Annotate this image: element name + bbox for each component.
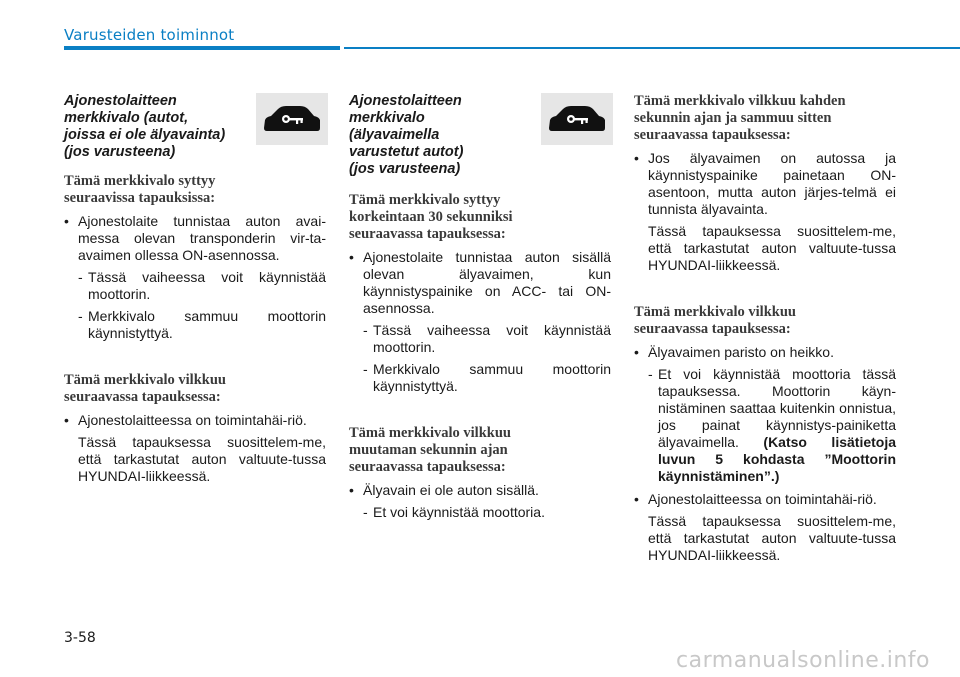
car-key-icon — [256, 93, 328, 145]
section-heading: Tämä merkkivalo vilkkuu muutaman sekunnin ajan seuraavassa tapauksessa: — [349, 425, 511, 475]
dash-item: - Tässä vaiheessa voit käynnistää moottorin. — [64, 269, 326, 303]
dash-item: - Merkkivalo sammuu moottorin käynnistyttyä. — [349, 361, 611, 395]
section-heading: Tämä merkkivalo syttyy korkeintaan 30 sekunniksi seuraavassa tapauksessa: — [349, 192, 513, 242]
dash-item — [634, 366, 896, 485]
column-1 — [64, 93, 326, 485]
section-heading: Tämä merkkivalo vilkkuu seuraavassa tapauksessa: — [64, 372, 226, 405]
bullet-item: • Ajonestolaitteessa on toimintahäi-riö. — [64, 412, 326, 429]
watermark: carmanualsonline.info — [676, 648, 930, 673]
dash-item: - Merkkivalo sammuu moottorin käynnistyttyä. — [64, 308, 326, 342]
bullet-item: • Jos älyavaimen on autossa ja käynnistyspainike painetaan ON-asentoon, mutta auton järjes-telmä ei tunnista älyavainta. — [634, 150, 896, 218]
dash-item: - Et voi käynnistää moottoria. — [349, 504, 611, 521]
paragraph: Tässä tapauksessa suosittelem-me, että tarkastutat auton valtuute-tussa HYUNDAI-liikkeessä. — [648, 223, 896, 273]
paragraph: Tässä tapauksessa suosittelem-me, että tarkastutat auton valtuute-tussa HYUNDAI-liikkeessä. — [648, 513, 896, 563]
bullet-item: • Älyavaimen paristo on heikko. — [634, 344, 896, 361]
column-3 — [634, 93, 896, 564]
immobilizer-title-block — [349, 93, 611, 178]
header-rule-thick — [64, 46, 340, 50]
immobilizer-title: Ajonestolaitteen merkkivalo (autot, joissa ei ole älyavainta) (jos varusteena) — [64, 93, 226, 160]
page-number: 3-58 — [64, 630, 96, 646]
cross-reference: (Katso lisätietoja luvun 5 kohdasta ”Moottorin käynnistäminen”.) — [658, 434, 897, 484]
bullet-item: • Ajonestolaitteessa on toimintahäi-riö. — [634, 491, 896, 508]
bullet-item: • Ajonestolaite tunnistaa auton sisällä olevan älyavaimen, kun käynnistyspainike on ACC- tai ON-asennossa. — [349, 249, 611, 317]
section-heading: Tämä merkkivalo syttyy seuraavissa tapauksissa: — [64, 173, 216, 206]
immobilizer-title: Ajonestolaitteen merkkivalo (älyavaimella varustetut autot) (jos varusteena) — [349, 93, 464, 177]
dash-text: Et voi käynnistää moottoria tässä tapauksessa. Moottorin käyn-nistäminen saattaa kuitenkin onnistua, jos painat käynnistys-painiketta älyavaimella. — [658, 366, 896, 450]
bullet-item: • Älyavain ei ole auton sisällä. — [349, 482, 611, 499]
column-2 — [349, 93, 611, 521]
immobilizer-title-block — [64, 93, 326, 161]
section-heading: Tämä merkkivalo vilkkuu kahden sekunnin ajan ja sammuu sitten seuraavassa tapauksessa: — [634, 93, 846, 143]
dash-item: - Tässä vaiheessa voit käynnistää moottorin. — [349, 322, 611, 356]
car-key-icon — [541, 93, 613, 145]
bullet-item: • Ajonestolaite tunnistaa auton avai-messa olevan transponderin vir-ta-avaimen ollessa ON-asennossa. — [64, 213, 326, 264]
section-heading: Tämä merkkivalo vilkkuu seuraavassa tapauksessa: — [634, 304, 796, 337]
section-title: Varusteiden toiminnot — [64, 26, 235, 44]
header-rule-thin — [344, 47, 960, 49]
paragraph: Tässä tapauksessa suosittelem-me, että tarkastutat auton valtuute-tussa HYUNDAI-liikkeessä. — [78, 434, 326, 484]
